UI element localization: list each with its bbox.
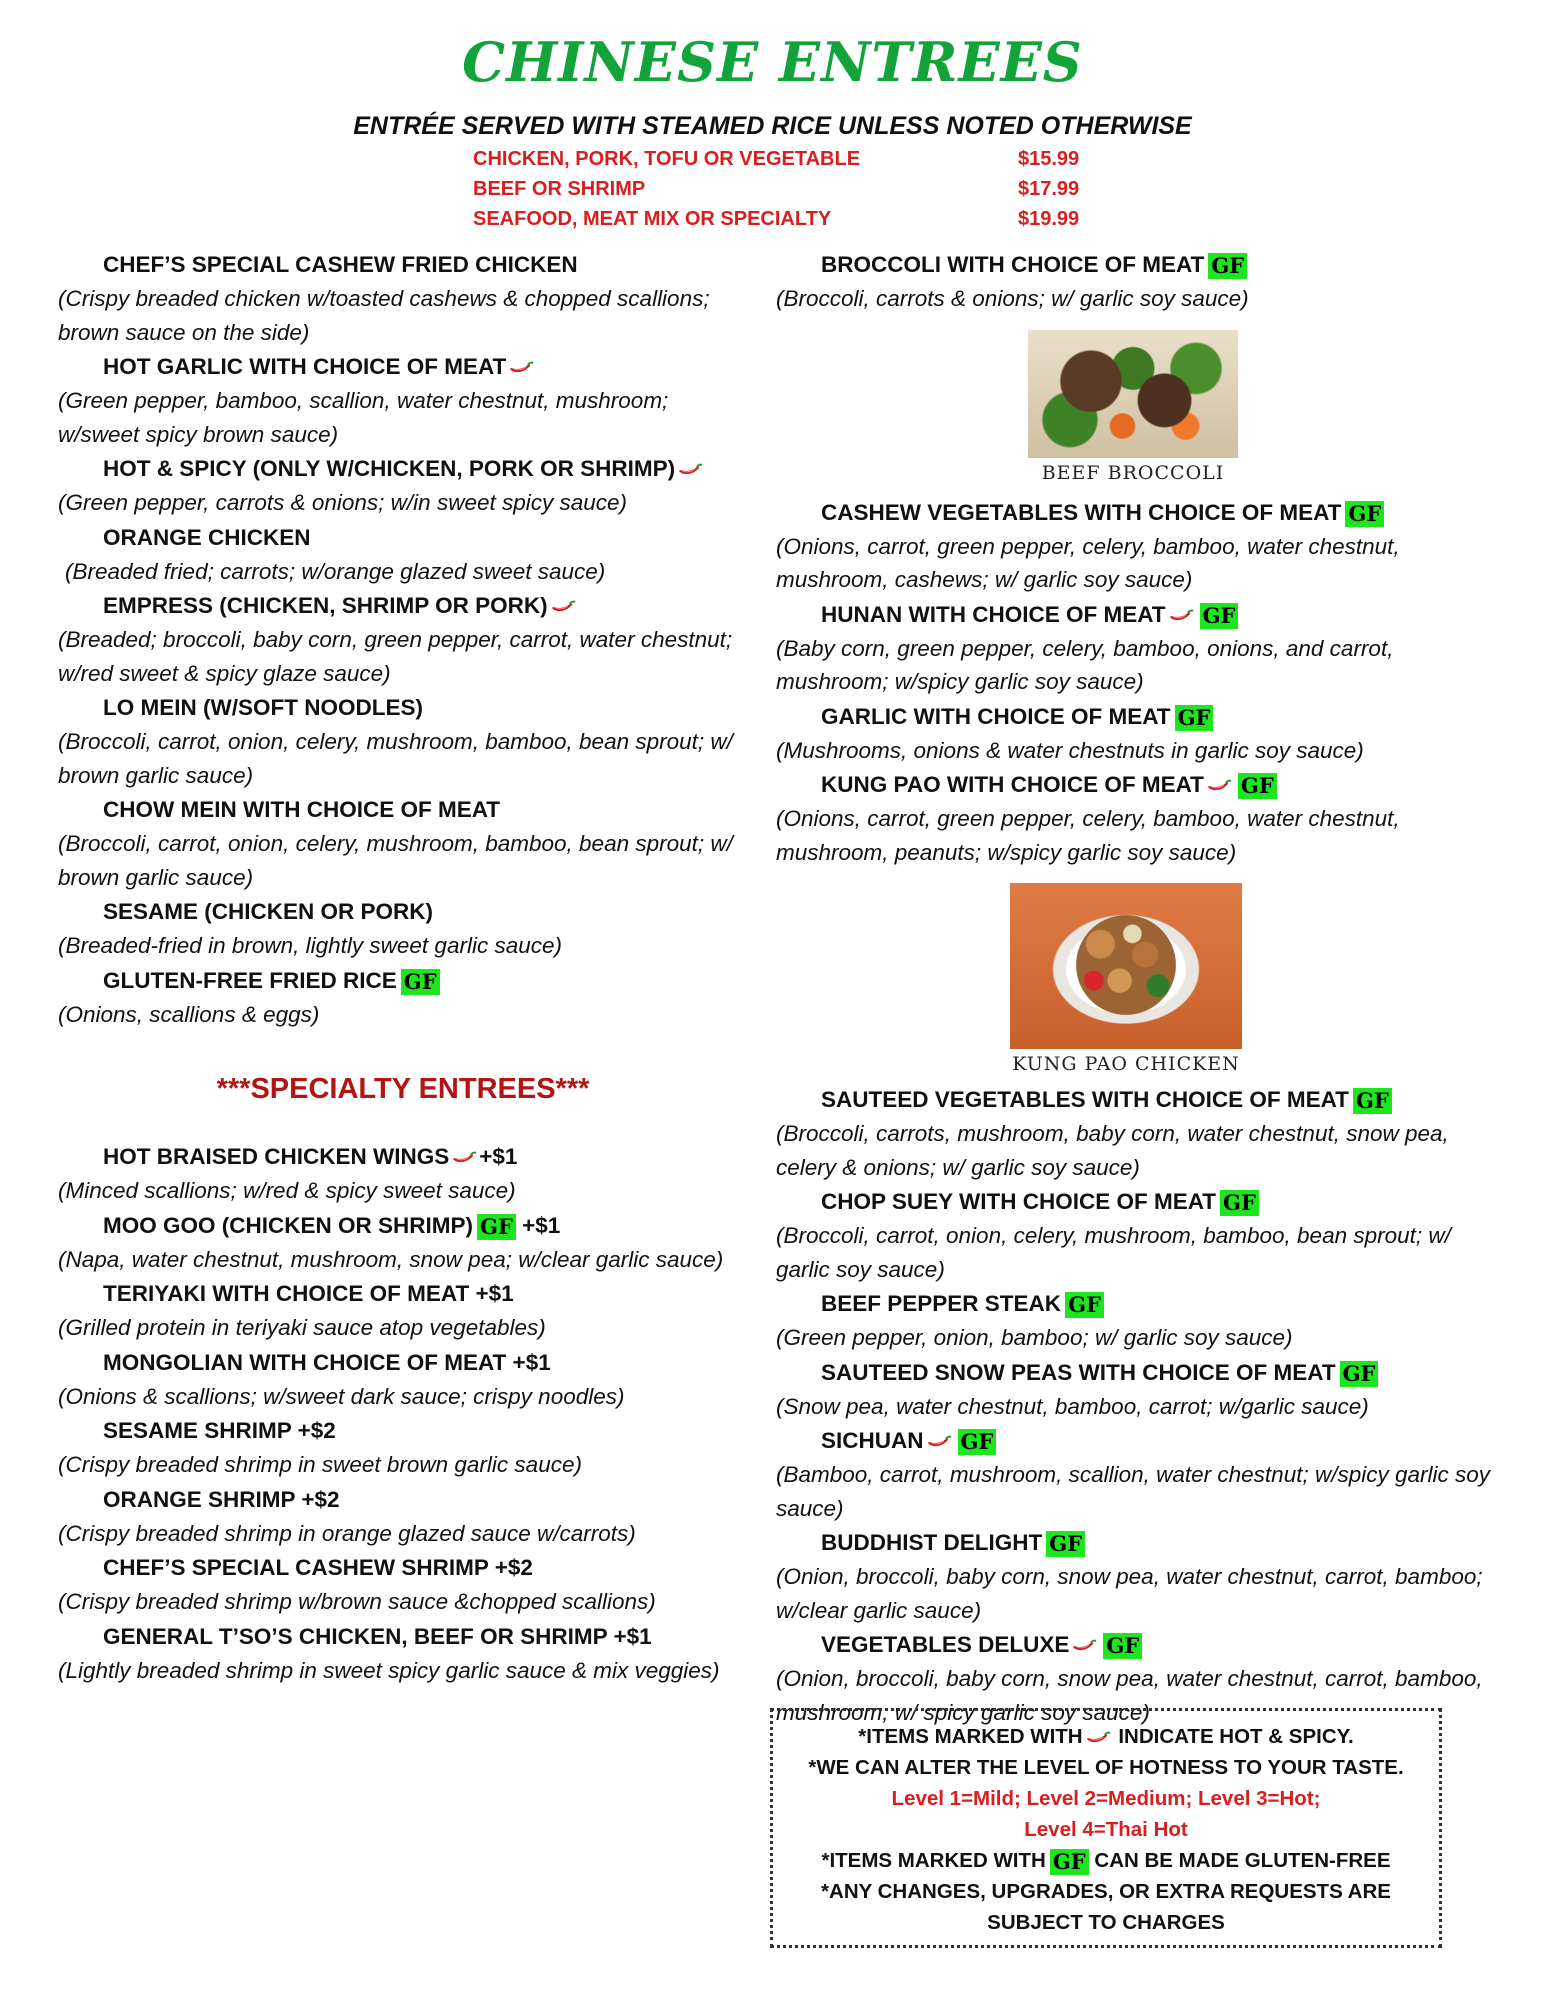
menu-item	[58, 895, 748, 963]
chili-pepper-icon	[508, 361, 534, 375]
gluten-free-badge: GF	[1345, 501, 1384, 527]
item-name: HOT BRAISED CHICKEN WINGS +$1	[103, 1144, 518, 1169]
chili-pepper-icon	[926, 1435, 952, 1449]
item-name: CHEF’S SPECIAL CASHEW FRIED CHICKEN	[103, 252, 578, 277]
gluten-free-badge: GF	[1353, 1088, 1392, 1114]
item-name: CHEF’S SPECIAL CASHEW SHRIMP +$2	[103, 1555, 533, 1580]
price-label: BEEF OR SHRIMP	[473, 178, 646, 200]
right-column	[776, 248, 1496, 1730]
item-name: GARLIC WITH CHOICE OF MEAT GF	[776, 700, 1496, 734]
item-name: EMPRESS (CHICKEN, SHRIMP OR PORK)	[58, 589, 748, 623]
upcharge: +$1	[479, 1144, 518, 1169]
item-name: VEGETABLES DELUXE GF	[776, 1628, 1496, 1662]
menu-item	[776, 248, 1496, 316]
notice-line: *ANY CHANGES, UPGRADES, OR EXTRA REQUESTS ARE	[821, 1880, 1391, 1903]
menu-title: CHINESE ENTREES	[462, 30, 1083, 94]
menu-item	[776, 1185, 1496, 1286]
kung-pao-chicken-photo	[1010, 883, 1242, 1049]
item-description: (Baby corn, green pepper, celery, bamboo, onions, and carrot, mushroom; w/spicy garlic soy sauce)	[776, 635, 1394, 694]
gluten-free-badge: GF	[1220, 1190, 1259, 1216]
gluten-free-badge: GF	[1046, 1531, 1085, 1557]
item-name: BUDDHIST DELIGHT GF	[776, 1526, 1496, 1560]
photo-caption: BEEF BROCCOLI	[1041, 461, 1225, 484]
gluten-free-badge: GF	[1200, 603, 1239, 629]
left-column	[58, 248, 748, 1688]
menu-item	[58, 793, 748, 894]
chili-pepper-icon	[1206, 779, 1232, 793]
notice-line: *ITEMS MARKED WITH INDICATE HOT & SPICY.	[858, 1725, 1354, 1748]
menu-subtitle: ENTRÉE SERVED WITH STEAMED RICE UNLESS NOTED OTHERWISE	[353, 112, 1192, 140]
item-name: KUNG PAO WITH CHOICE OF MEAT GF	[776, 768, 1496, 802]
menu-item	[776, 1526, 1496, 1627]
gluten-free-badge: GF	[1238, 773, 1277, 799]
notice-line: *ITEMS MARKED WITH GF CAN BE MADE GLUTEN-FREE	[821, 1848, 1391, 1874]
item-name: CHOW MEIN WITH CHOICE OF MEAT	[103, 797, 501, 822]
notice-line: Level 4=Thai Hot	[1024, 1818, 1188, 1841]
item-name: SESAME SHRIMP +$2	[103, 1418, 336, 1443]
item-name: SESAME (CHICKEN OR PORK)	[103, 899, 434, 924]
menu-item	[58, 1414, 748, 1482]
gluten-free-badge: GF	[1208, 253, 1247, 279]
item-name: HOT GARLIC WITH CHOICE OF MEAT	[58, 350, 748, 384]
specialty-heading: ***SPECIALTY ENTREES***	[216, 1073, 590, 1105]
item-description: (Green pepper, carrots & onions; w/in sweet spicy sauce)	[58, 490, 628, 515]
item-description: (Crispy breaded shrimp w/brown sauce &chopped scallions)	[58, 1589, 656, 1614]
price-label: SEAFOOD, MEAT MIX OR SPECIALTY	[473, 208, 832, 230]
upcharge: +$1	[522, 1212, 561, 1238]
item-name: SAUTEED VEGETABLES WITH CHOICE OF MEAT GF	[776, 1083, 1496, 1117]
price-row	[473, 208, 1079, 238]
item-description: (Onions & scallions; w/sweet dark sauce; crispy noodles)	[58, 1383, 625, 1409]
item-description: (Crispy breaded shrimp in orange glazed sauce w/carrots)	[58, 1520, 636, 1546]
item-description: (Breaded fried; carrots; w/orange glazed sweet sauce)	[65, 558, 606, 584]
beef-broccoli-photo	[1028, 330, 1238, 458]
item-description: (Broccoli, carrot, onion, celery, mushroom, bamboo, bean sprout; w/ brown garlic sauce)	[58, 729, 733, 788]
item-description: (Onions, carrot, green pepper, celery, bamboo, water chestnut, mushroom, peanuts; w/spicy garlic soy sauce)	[776, 806, 1400, 865]
item-name: SAUTEED SNOW PEAS WITH CHOICE OF MEAT GF	[776, 1356, 1496, 1390]
notice-line: Level 1=Mild; Level 2=Medium; Level 3=Hot;	[891, 1787, 1321, 1810]
item-description: (Onion, broccoli, baby corn, snow pea, water chestnut, carrot, bamboo; w/clear garlic sauce)	[776, 1564, 1483, 1623]
menu-item	[58, 1209, 748, 1277]
menu-item	[776, 1424, 1496, 1525]
item-name: BROCCOLI WITH CHOICE OF MEAT GF	[776, 248, 1496, 282]
chili-pepper-icon	[550, 600, 576, 614]
item-name: SICHUAN GF	[776, 1424, 1496, 1458]
price-row	[473, 178, 1079, 208]
menu-item	[58, 1346, 748, 1414]
price-list	[473, 148, 1079, 238]
menu-item	[58, 1277, 748, 1345]
item-description: (Broccoli, carrots & onions; w/ garlic soy sauce)	[776, 286, 1249, 311]
item-description: (Lightly breaded shrimp in sweet spicy garlic sauce & mix veggies)	[58, 1657, 720, 1683]
menu-item	[58, 248, 748, 349]
chili-pepper-icon	[1085, 1731, 1111, 1745]
item-name: MONGOLIAN WITH CHOICE OF MEAT +$1	[103, 1349, 551, 1375]
item-name: ORANGE SHRIMP +$2	[103, 1486, 340, 1512]
item-description: (Onions, carrot, green pepper, celery, bamboo, water chestnut, mushroom, cashews; w/ garlic soy sauce)	[776, 533, 1400, 592]
item-description: (Napa, water chestnut, mushroom, snow pea; w/clear garlic sauce)	[58, 1246, 724, 1272]
item-description: (Green pepper, bamboo, scallion, water chestnut, mushroom; w/sweet spicy brown sauce)	[58, 388, 669, 447]
item-description: (Crispy breaded shrimp in sweet brown garlic sauce)	[58, 1452, 582, 1477]
item-name: MOO GOO (CHICKEN OR SHRIMP) GF +$1	[103, 1212, 561, 1239]
item-description: (Onion, broccoli, baby corn, snow pea, water chestnut, carrot, bamboo, mushroom; w/ spicy garlic soy sauce)	[776, 1666, 1483, 1725]
notice-line: *WE CAN ALTER THE LEVEL OF HOTNESS TO YOUR TASTE.	[808, 1756, 1404, 1779]
menu-item	[58, 589, 748, 690]
gluten-free-badge: GF	[1103, 1633, 1142, 1659]
item-name: HOT & SPICY (ONLY W/CHICKEN, PORK OR SHRIMP)	[58, 452, 748, 486]
menu-item	[776, 768, 1496, 869]
item-description: (Onions, scallions & eggs)	[58, 1001, 320, 1027]
menu-item	[58, 1620, 748, 1688]
menu-item	[58, 1140, 748, 1208]
menu-item	[776, 598, 1496, 699]
gluten-free-badge: GF	[958, 1429, 997, 1455]
chili-pepper-icon	[451, 1151, 477, 1165]
gluten-free-badge: GF	[401, 969, 440, 995]
chili-pepper-icon	[1071, 1639, 1097, 1653]
item-description: (Broccoli, carrots, mushroom, baby corn, water chestnut, snow pea, celery & onions; w/ garlic soy sauce)	[776, 1121, 1449, 1180]
notice-line: SUBJECT TO CHARGES	[987, 1911, 1225, 1934]
price-label: CHICKEN, PORK, TOFU OR VEGETABLE	[473, 148, 861, 170]
chili-pepper-icon	[1168, 609, 1194, 623]
price-value: $19.99	[1018, 208, 1080, 230]
item-description: (Minced scallions; w/red & spicy sweet sauce)	[58, 1178, 516, 1203]
menu-item	[58, 1483, 748, 1551]
menu-item	[776, 1356, 1496, 1424]
price-value: $15.99	[1018, 148, 1080, 170]
item-name: TERIYAKI WITH CHOICE OF MEAT +$1	[103, 1281, 514, 1306]
item-name: BEEF PEPPER STEAK GF	[776, 1287, 1496, 1321]
chili-pepper-icon	[677, 463, 703, 477]
item-name: CASHEW VEGETABLES WITH CHOICE OF MEAT GF	[776, 496, 1496, 530]
gluten-free-badge: GF	[1050, 1849, 1089, 1875]
menu-item	[776, 700, 1496, 768]
item-description: (Bamboo, carrot, mushroom, scallion, water chestnut; w/spicy garlic soy sauce)	[776, 1462, 1491, 1521]
item-description: (Snow pea, water chestnut, bamboo, carrot; w/garlic sauce)	[776, 1393, 1369, 1419]
item-description: (Broccoli, carrot, onion, celery, mushroom, bamboo, bean sprout; w/ brown garlic sauce)	[58, 831, 733, 890]
menu-item	[58, 452, 748, 520]
gluten-free-badge: GF	[477, 1214, 516, 1240]
item-description: (Crispy breaded chicken w/toasted cashews & chopped scallions; brown sauce on the side)	[58, 286, 710, 345]
item-name: GENERAL T’SO’S CHICKEN, BEEF OR SHRIMP +$1	[103, 1623, 652, 1649]
menu-item	[58, 1551, 748, 1619]
item-name: HUNAN WITH CHOICE OF MEAT GF	[776, 598, 1496, 632]
price-value: $17.99	[1018, 178, 1080, 200]
item-description: (Green pepper, onion, bamboo; w/ garlic soy sauce)	[776, 1325, 1293, 1350]
menu-item	[58, 691, 748, 792]
item-description: (Breaded-fried in brown, lightly sweet garlic sauce)	[58, 933, 562, 958]
item-name: ORANGE CHICKEN	[103, 524, 311, 550]
menu-item	[58, 964, 748, 1032]
menu-item	[58, 521, 748, 589]
gluten-free-badge: GF	[1175, 705, 1214, 731]
item-name: GLUTEN-FREE FRIED RICE GF	[58, 964, 748, 998]
gluten-free-badge: GF	[1065, 1292, 1104, 1318]
photo-caption: KUNG PAO CHICKEN	[1012, 1053, 1240, 1075]
item-description: (Broccoli, carrot, onion, celery, mushroom, bamboo, bean sprout; w/ garlic soy sauce)	[776, 1223, 1451, 1282]
item-name: CHOP SUEY WITH CHOICE OF MEAT GF	[776, 1185, 1496, 1219]
item-description: (Mushrooms, onions & water chestnuts in garlic soy sauce)	[776, 737, 1364, 763]
notice-box	[770, 1708, 1442, 1948]
item-name: LO MEIN (W/SOFT NOODLES)	[103, 695, 423, 720]
item-description: (Breaded; broccoli, baby corn, green pepper, carrot, water chestnut; w/red sweet & spicy glaze sauce)	[58, 627, 733, 686]
price-row	[473, 148, 1079, 178]
gluten-free-badge: GF	[1340, 1361, 1379, 1387]
item-description: (Grilled protein in teriyaki sauce atop vegetables)	[58, 1315, 546, 1340]
menu-item	[776, 1083, 1496, 1184]
menu-item	[776, 496, 1496, 597]
menu-item	[58, 350, 748, 451]
menu-item	[776, 1287, 1496, 1355]
